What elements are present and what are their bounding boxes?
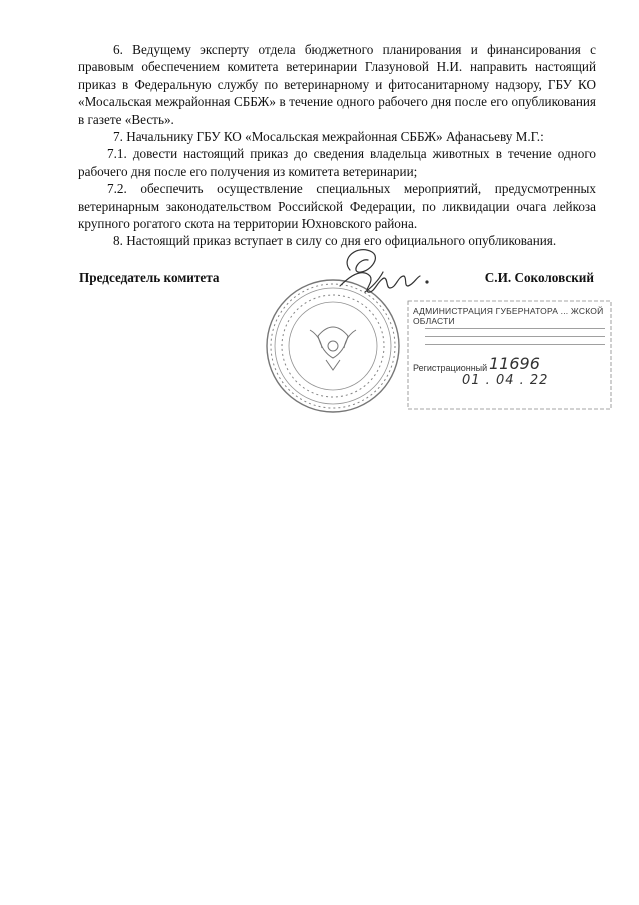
- coat-of-arms-emblem: [310, 327, 356, 370]
- paragraph-7-1: 7.1. довести настоящий приказ до сведения владельца животных в течение одного рабочего дня после его получения из комитета ветеринарии;: [78, 146, 596, 179]
- stamp-text-line: [425, 336, 605, 337]
- paragraph-8: 8. Настоящий приказ вступает в силу со дня его официального опубликования.: [113, 233, 557, 249]
- stamp-text-line: [425, 344, 605, 345]
- registration-number: 11696: [489, 354, 540, 373]
- registration-label: Регистрационный: [413, 363, 488, 373]
- stamp-text-line: [425, 328, 605, 329]
- registration-stamp: [407, 300, 612, 410]
- official-seal: [267, 280, 399, 412]
- paragraph-7-2: 7.2. обеспечить осуществление специальных мероприятий, предусмотренных ветеринарным законодательством Российской Федерации, по ликвидации очага лейкоза крупного рогатого скота на территории Юхновского района.: [78, 181, 596, 232]
- registration-date: 01 . 04 . 22: [462, 373, 549, 388]
- handwritten-signature: [340, 250, 428, 293]
- registration-stamp-header: АДМИНИСТРАЦИЯ ГУБЕРНАТОРА ... ЖСКОЙ ОБЛАСТИ: [413, 306, 604, 326]
- signatory-position: Председатель комитета: [79, 270, 220, 285]
- signatory-name: С.И. Соколовский: [484, 270, 594, 285]
- paragraph-7: 7. Начальнику ГБУ КО «Мосальская межрайонная СББЖ» Афанасьеву М.Г.:: [113, 129, 544, 145]
- paragraph-6: 6. Ведущему эксперту отдела бюджетного планирования и финансирования с правовым обеспечением комитета ветеринарии Глазуновой Н.И. направить настоящий приказ в Федеральную службу по ветеринарному и фитосанитарному надзору, ГБУ КО «Мосальская межрайонная СББЖ» в течение одного рабочего дня после его опубликования в газете «Весть».: [78, 42, 596, 127]
